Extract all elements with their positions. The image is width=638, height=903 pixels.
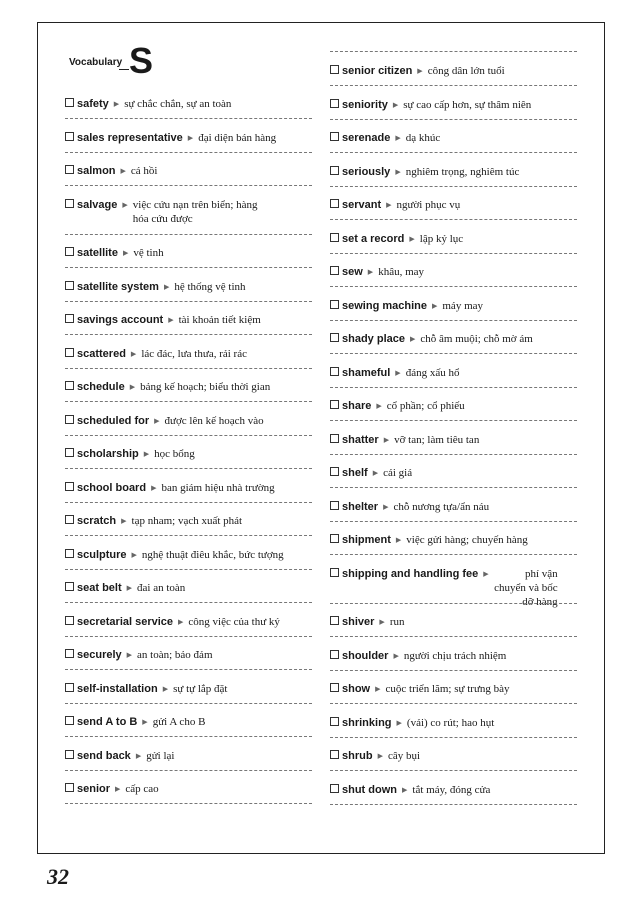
vocab-term: shrinking <box>342 716 392 729</box>
checkbox[interactable] <box>65 132 74 141</box>
vocab-definition: công việc của thư ký <box>188 615 280 628</box>
checkbox[interactable] <box>330 367 339 376</box>
vocab-entry <box>330 130 577 146</box>
dashed-divider <box>330 554 577 555</box>
vocab-entry <box>65 480 312 496</box>
arrow-icon: ▶ <box>376 402 382 410</box>
vocab-definition: vệ tinh <box>133 247 164 259</box>
dashed-divider <box>330 670 577 671</box>
vocab-term: safety <box>77 98 109 110</box>
vocab-term: share <box>342 400 372 412</box>
arrow-icon: ▶ <box>162 684 169 693</box>
vocab-term: send back <box>77 749 131 762</box>
vocab-entry <box>330 782 577 798</box>
arrow-icon: ▶ <box>409 335 416 343</box>
vocab-definition: vỡ tan; làm tiêu tan <box>394 433 480 446</box>
vocab-term: scratch <box>77 515 117 527</box>
dashed-divider <box>330 804 577 805</box>
dashed-divider <box>65 602 312 603</box>
vocab-entry <box>65 413 312 429</box>
dashed-divider <box>65 535 312 536</box>
checkbox[interactable] <box>65 98 74 107</box>
vocab-definition: nghệ thuật điêu khắc, bức tượng <box>141 548 284 561</box>
arrow-icon: ▶ <box>168 316 174 324</box>
arrow-icon: ▶ <box>120 167 126 175</box>
vocab-entry <box>65 197 312 226</box>
vocab-entry <box>330 197 577 213</box>
checkbox[interactable] <box>65 314 74 323</box>
vocab-definition: cổ phần; cổ phiếu <box>386 400 465 412</box>
checkbox[interactable] <box>65 281 74 290</box>
vocab-definition: học bổng <box>154 448 195 460</box>
page-number: 32 <box>47 864 69 889</box>
vocab-definition: việc gửi hàng; chuyến hàng <box>406 534 528 546</box>
checkbox[interactable] <box>330 199 339 208</box>
dashed-divider <box>65 502 312 503</box>
dashed-divider <box>330 320 577 321</box>
dashed-divider <box>330 636 577 637</box>
checkbox[interactable] <box>330 467 339 476</box>
vocab-term: show <box>342 683 371 695</box>
vocab-definition: việc cứu nạn trên biển; hàng hóa cứu được <box>132 198 258 225</box>
dashed-divider <box>330 521 577 522</box>
checkbox[interactable] <box>65 381 74 390</box>
checkbox[interactable] <box>330 300 339 309</box>
vocab-definition: cuộc triển lãm; sự trưng bày <box>385 683 510 695</box>
arrow-icon: ▶ <box>395 134 401 142</box>
vocab-definition: chỗ âm muội; chỗ mờ ám <box>420 333 533 345</box>
checkbox[interactable] <box>330 65 339 74</box>
dashed-divider <box>330 85 577 86</box>
arrow-icon: ▶ <box>115 785 121 793</box>
vocab-definition: (vải) co rút; hao hụt <box>406 716 495 729</box>
vocab-definition: cây bụi <box>387 750 421 762</box>
header-underline <box>119 69 129 70</box>
vocab-definition: phí vận chuyển và bốc dỡ hàng <box>494 567 558 608</box>
vocab-term: savings account <box>77 314 164 326</box>
vocab-term: securely <box>77 649 122 661</box>
checkbox[interactable] <box>65 549 74 558</box>
vocab-term: secretarial service <box>77 615 174 628</box>
dashed-divider <box>65 152 312 153</box>
checkbox[interactable] <box>330 99 339 108</box>
dashed-divider <box>330 219 577 220</box>
vocab-entry <box>330 398 577 414</box>
checkbox[interactable] <box>330 683 339 692</box>
dashed-divider <box>330 387 577 388</box>
dashed-divider <box>65 636 312 637</box>
vocab-term: senior citizen <box>342 65 413 77</box>
vocab-term: senior <box>77 783 111 795</box>
vocab-term: schedule <box>77 381 125 393</box>
dashed-divider <box>65 334 312 335</box>
vocab-entry <box>65 312 312 328</box>
checkbox[interactable] <box>65 582 74 591</box>
checkbox[interactable] <box>330 501 339 510</box>
dashed-divider <box>65 301 312 302</box>
vocab-definition: đáng xấu hổ <box>405 366 460 379</box>
vocab-entry <box>65 279 312 295</box>
arrow-icon: ▶ <box>129 383 136 391</box>
dashed-divider <box>65 468 312 469</box>
vocab-entry <box>65 245 312 261</box>
vocab-definition: công dân lớn tuổi <box>427 65 505 77</box>
checkbox[interactable] <box>330 434 339 443</box>
vocab-term: shiver <box>342 616 375 628</box>
vocab-entry <box>330 365 577 381</box>
vocab-term: shady place <box>342 333 405 345</box>
vocab-term: sew <box>342 266 363 278</box>
vocab-entry <box>330 614 577 630</box>
vocab-term: sculpture <box>77 548 127 561</box>
vocab-entry <box>330 298 577 314</box>
checkbox[interactable] <box>65 199 74 208</box>
vocab-entry <box>330 681 577 697</box>
arrow-icon: ▶ <box>377 752 383 760</box>
checkbox[interactable] <box>330 717 339 726</box>
vocab-entry <box>65 580 312 596</box>
vocab-entry <box>65 714 312 730</box>
arrow-icon: ▶ <box>121 517 127 525</box>
dashed-divider <box>330 487 577 488</box>
arrow-icon: ▶ <box>402 785 408 794</box>
vocab-term: shut down <box>342 783 397 796</box>
vocab-entry <box>330 648 577 664</box>
vocab-definition: dạ khúc <box>405 132 441 144</box>
vocab-term: servant <box>342 199 382 211</box>
arrow-icon: ▶ <box>395 167 401 176</box>
vocab-definition: sự chắc chắn, sự an toàn <box>124 98 232 110</box>
vocab-entry <box>330 499 577 515</box>
dashed-divider <box>330 603 577 604</box>
dashed-divider <box>65 736 312 737</box>
arrow-icon: ▶ <box>131 550 137 559</box>
checkbox[interactable] <box>65 448 74 457</box>
vocab-entry <box>330 164 577 180</box>
vocab-definition: nghiêm trọng, nghiêm túc <box>405 165 520 178</box>
vocab-term: sewing machine <box>342 299 427 312</box>
dashed-divider <box>330 152 577 153</box>
vocab-entry <box>330 715 577 731</box>
vocab-term: seat belt <box>77 582 122 594</box>
section-letter: S <box>129 40 154 81</box>
checkbox[interactable] <box>330 534 339 543</box>
dashed-divider <box>330 353 577 354</box>
dashed-divider <box>65 368 312 369</box>
dashed-divider <box>330 703 577 704</box>
dashed-divider <box>330 420 577 421</box>
arrow-icon: ▶ <box>142 718 148 726</box>
vocab-term: set a record <box>342 232 405 245</box>
vocab-term: shoulder <box>342 649 389 662</box>
arrow-icon: ▶ <box>113 100 120 108</box>
vocab-term: scattered <box>77 347 126 360</box>
vocab-term: scheduled for <box>77 414 150 427</box>
checkbox[interactable] <box>330 750 339 759</box>
checkbox[interactable] <box>65 415 74 424</box>
vocab-definition: ban giám hiệu nhà trường <box>161 481 275 494</box>
vocab-definition: lập kỷ lục <box>419 232 464 245</box>
arrow-icon: ▶ <box>151 483 157 492</box>
dashed-divider <box>65 267 312 268</box>
vocab-definition: cấp cao <box>125 783 159 795</box>
vocab-definition: cái giá <box>383 467 413 479</box>
arrow-icon: ▶ <box>396 718 402 727</box>
checkbox[interactable] <box>330 616 339 625</box>
vocab-entry <box>330 432 577 448</box>
vocab-definition: tài khoản tiết kiệm <box>178 314 261 326</box>
checkbox[interactable] <box>330 233 339 242</box>
arrow-icon: ▶ <box>126 651 133 659</box>
vocab-term: salmon <box>77 165 116 177</box>
vocab-definition: gửi A cho B <box>152 716 206 728</box>
vocab-definition: tạp nham; vạch xuất phát <box>131 515 243 527</box>
vocab-entry <box>65 748 312 764</box>
vocab-definition: máy may <box>442 299 484 312</box>
arrow-icon: ▶ <box>130 349 137 358</box>
vocab-term: self-installation <box>77 682 158 695</box>
dashed-divider <box>65 234 312 235</box>
arrow-icon: ▶ <box>178 617 184 626</box>
arrow-icon: ▶ <box>367 268 374 276</box>
vocab-definition: run <box>389 616 405 628</box>
dashed-divider <box>65 118 312 119</box>
vocab-definition: chỗ nương tựa/ẩn náu <box>393 500 490 513</box>
arrow-icon: ▶ <box>126 584 133 592</box>
checkbox[interactable] <box>65 247 74 256</box>
checkbox[interactable] <box>65 515 74 524</box>
vocab-term: shrub <box>342 750 373 762</box>
vocab-definition: khâu, may <box>378 266 425 278</box>
vocab-entry <box>65 681 312 697</box>
vocab-term: seriously <box>342 165 391 178</box>
vocab-term: satellite system <box>77 280 159 293</box>
dashed-divider <box>65 703 312 704</box>
arrow-icon: ▶ <box>483 569 489 578</box>
arrow-icon: ▶ <box>383 435 390 444</box>
vocab-definition: người phục vụ <box>396 199 461 211</box>
arrow-icon: ▶ <box>154 416 160 425</box>
vocab-term: school board <box>77 481 147 494</box>
vocab-entry <box>65 346 312 362</box>
vocab-definition: hệ thống vệ tinh <box>174 280 246 293</box>
dashed-divider <box>330 253 577 254</box>
arrow-icon: ▶ <box>163 282 170 291</box>
vocab-entry <box>65 547 312 563</box>
vocab-entry <box>65 513 312 529</box>
vocab-entry <box>65 130 312 146</box>
arrow-icon: ▶ <box>431 301 438 310</box>
arrow-icon: ▶ <box>386 201 392 209</box>
section-header <box>65 41 312 81</box>
vocab-term: seniority <box>342 98 388 111</box>
vocab-entry <box>65 163 312 179</box>
dashed-divider <box>330 454 577 455</box>
vocab-definition: an toàn; bảo đảm <box>137 649 213 661</box>
checkbox[interactable] <box>330 650 339 659</box>
vocab-term: shelter <box>342 500 379 513</box>
vocab-definition: tắt máy, đóng cửa <box>412 783 491 796</box>
vocab-term: serenade <box>342 132 391 144</box>
arrow-icon: ▶ <box>417 67 423 75</box>
checkbox[interactable] <box>330 400 339 409</box>
vocab-entry <box>65 379 312 395</box>
checkbox[interactable] <box>330 166 339 175</box>
checkbox[interactable] <box>330 568 339 577</box>
dashed-divider <box>330 51 577 52</box>
vocab-term: salvage <box>77 198 118 211</box>
checkbox[interactable] <box>65 348 74 357</box>
arrow-icon: ▶ <box>409 234 415 243</box>
arrow-icon: ▶ <box>187 133 194 142</box>
vocab-definition: đại diện bán hàng <box>198 131 277 144</box>
checkbox[interactable] <box>330 132 339 141</box>
dashed-divider <box>65 569 312 570</box>
vocabulary-label: Vocabulary <box>69 57 123 68</box>
vocab-term: shameful <box>342 366 391 379</box>
dashed-divider <box>65 803 312 804</box>
vocab-definition: gửi lại <box>146 749 175 762</box>
dashed-divider <box>65 401 312 402</box>
dashed-divider <box>330 186 577 187</box>
vocab-entry <box>330 331 577 347</box>
arrow-icon: ▶ <box>375 685 381 693</box>
arrow-icon: ▶ <box>379 618 385 626</box>
arrow-icon: ▶ <box>392 100 399 109</box>
checkbox[interactable] <box>65 616 74 625</box>
page-frame <box>37 22 605 854</box>
vocab-term: shatter <box>342 433 379 446</box>
arrow-icon: ▶ <box>393 651 399 660</box>
vocab-definition: được lên kế hoạch vào <box>164 414 264 427</box>
vocab-entry <box>65 781 312 797</box>
checkbox[interactable] <box>65 649 74 658</box>
arrow-icon: ▶ <box>372 469 379 477</box>
vocab-entry <box>330 63 577 79</box>
checkbox[interactable] <box>65 165 74 174</box>
arrow-icon: ▶ <box>135 751 142 760</box>
arrow-icon: ▶ <box>122 249 129 257</box>
vocab-term: send A to B <box>77 716 138 728</box>
arrow-icon: ▶ <box>395 368 401 377</box>
checkbox[interactable] <box>65 750 74 759</box>
vocab-term: sales representative <box>77 131 183 144</box>
vocab-term: shelf <box>342 467 368 479</box>
vocab-definition: người chịu trách nhiệm <box>403 649 507 662</box>
vocab-term: shipment <box>342 534 391 546</box>
dashed-divider <box>65 185 312 186</box>
dashed-divider <box>330 770 577 771</box>
dashed-divider <box>330 286 577 287</box>
checkbox[interactable] <box>65 783 74 792</box>
vocab-entry <box>65 647 312 663</box>
arrow-icon: ▶ <box>143 450 150 458</box>
arrow-icon: ▶ <box>122 200 128 209</box>
vocab-term: satellite <box>77 247 118 259</box>
vocab-definition: bảng kế hoạch; biểu thời gian <box>140 381 271 393</box>
vocab-entry <box>330 97 577 113</box>
arrow-icon: ▶ <box>383 502 389 511</box>
checkbox[interactable] <box>65 716 74 725</box>
vocab-term: shipping and handling fee <box>342 567 479 580</box>
checkbox[interactable] <box>65 683 74 692</box>
dashed-divider <box>330 737 577 738</box>
checkbox[interactable] <box>330 266 339 275</box>
vocab-entry <box>330 465 577 481</box>
vocab-entry <box>330 532 577 548</box>
vocab-definition: đai an toàn <box>137 582 186 594</box>
vocab-entry <box>330 748 577 764</box>
checkbox[interactable] <box>330 333 339 342</box>
vocab-definition: sự tự lắp đặt <box>173 682 228 695</box>
arrow-icon: ▶ <box>395 536 402 544</box>
dashed-divider <box>65 435 312 436</box>
dashed-divider <box>330 119 577 120</box>
dashed-divider <box>65 669 312 670</box>
checkbox[interactable] <box>330 784 339 793</box>
checkbox[interactable] <box>65 482 74 491</box>
vocab-entry <box>330 264 577 280</box>
vocab-term: scholarship <box>77 448 139 460</box>
vocab-definition: cá hồi <box>130 165 158 177</box>
vocab-entry <box>330 231 577 247</box>
vocab-entry <box>65 614 312 630</box>
dashed-divider <box>65 770 312 771</box>
vocab-entry <box>65 96 312 112</box>
vocab-definition: lác đác, lưa thưa, rải rác <box>141 347 247 360</box>
vocab-entry <box>65 446 312 462</box>
vocab-definition: sự cao cấp hơn, sự thâm niên <box>403 98 532 111</box>
